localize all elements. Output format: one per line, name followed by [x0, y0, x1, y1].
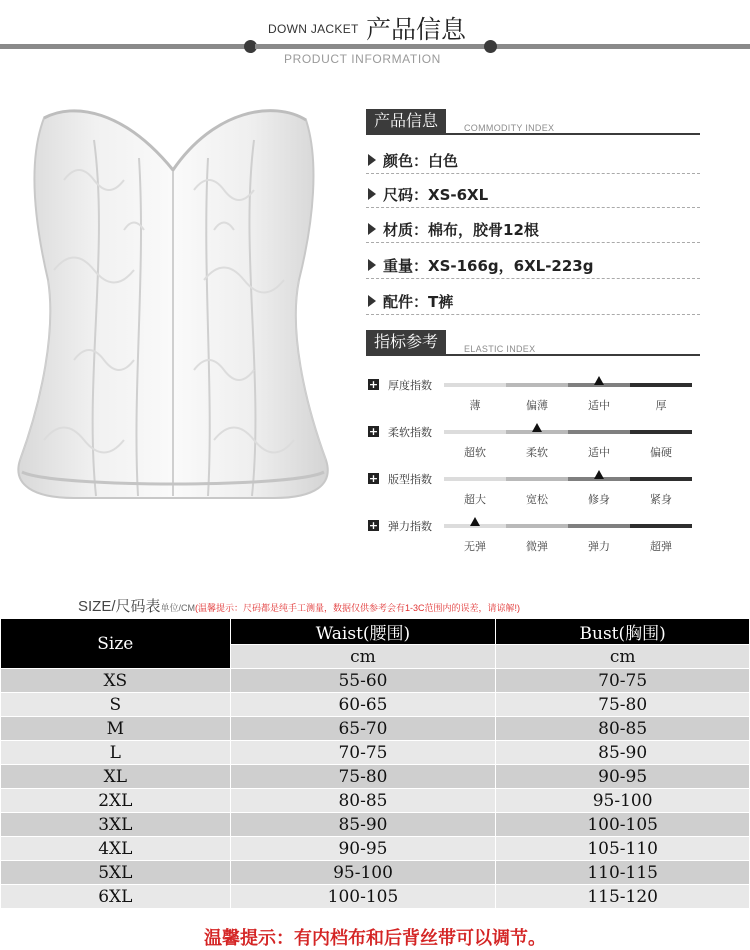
- scale-segment: [506, 477, 568, 481]
- bullet-icon: [368, 223, 376, 235]
- header-en-title: DOWN JACKET: [268, 22, 359, 36]
- size-chart-heading: [78, 595, 520, 616]
- size-chart-unit: 单位/CM: [160, 603, 196, 613]
- scale-label: 弹力: [588, 540, 610, 553]
- plus-icon: +: [368, 378, 379, 391]
- waist-cell: 60-65: [230, 693, 496, 717]
- bust-cell: 90-95: [496, 765, 750, 789]
- waist-cell: 70-75: [230, 741, 496, 765]
- waist-cell: 55-60: [230, 669, 496, 693]
- bust-cell: 75-80: [496, 693, 750, 717]
- waist-cell: 80-85: [230, 789, 496, 813]
- table-row: [1, 813, 750, 837]
- size-cell: 6XL: [1, 885, 231, 909]
- divider: [366, 314, 700, 315]
- size-chart-warning: (温馨提示：尺码都是纯手工测量，数据仅供参考会有1-3C范围内的误差，请谅解!): [195, 603, 521, 613]
- divider: [366, 242, 700, 243]
- info-row-text: 尺码：XS-6XL: [383, 186, 489, 204]
- indicator-marker-icon: [532, 423, 542, 432]
- indicator-tag-en: ELASTIC INDEX: [464, 344, 536, 354]
- scale-label: 超大: [464, 493, 486, 506]
- scale-segment: [630, 524, 692, 528]
- scale-label: 微弹: [526, 540, 548, 553]
- size-cell: XL: [1, 765, 231, 789]
- scale-label: 适中: [588, 446, 610, 459]
- info-row-text: 颜色：白色: [383, 152, 459, 170]
- bust-cell: 95-100: [496, 789, 750, 813]
- bullet-icon: [368, 188, 376, 200]
- scale-label: 紧身: [650, 493, 672, 506]
- indicator-label: 厚度指数: [388, 379, 432, 392]
- indicator-marker-icon: [470, 517, 480, 526]
- scale-label: 厚: [655, 399, 667, 412]
- scale-segment: [444, 430, 506, 434]
- table-row: [1, 693, 750, 717]
- size-cell: XS: [1, 669, 231, 693]
- scale-label: 适中: [588, 399, 610, 412]
- scale-label: 超弹: [650, 540, 672, 553]
- product-info-rule: [366, 133, 700, 135]
- scale-segment: [630, 430, 692, 434]
- size-cell: L: [1, 741, 231, 765]
- scale-segment: [506, 383, 568, 387]
- scale-segment: [568, 430, 630, 434]
- scale-label: 宽松: [526, 493, 548, 506]
- bust-unit: cm: [496, 645, 750, 669]
- size-cell: S: [1, 693, 231, 717]
- indicator-thickness: [368, 379, 698, 419]
- header-subtitle: PRODUCT INFORMATION: [284, 52, 441, 66]
- bust-header: Bust(胸围): [496, 619, 750, 645]
- info-row-color: [366, 146, 700, 176]
- bullet-icon: [368, 295, 376, 307]
- waist-unit: cm: [230, 645, 496, 669]
- bust-cell: 80-85: [496, 717, 750, 741]
- table-row: [1, 765, 750, 789]
- table-row: [1, 837, 750, 861]
- table-header-row: [1, 619, 750, 645]
- info-row-text: 重量：XS-166g，6XL-223g: [383, 257, 594, 275]
- waist-cell: 100-105: [230, 885, 496, 909]
- plus-icon: +: [368, 519, 379, 532]
- scale-segment: [630, 383, 692, 387]
- waist-cell: 90-95: [230, 837, 496, 861]
- table-row: [1, 669, 750, 693]
- product-info-tag-en: COMMODITY INDEX: [464, 123, 555, 133]
- size-cell: 4XL: [1, 837, 231, 861]
- header-rule-left: [0, 44, 250, 49]
- scale-label: 薄: [469, 399, 481, 412]
- indicator-fit: [368, 473, 698, 513]
- size-table: [0, 618, 750, 909]
- size-cell: M: [1, 717, 231, 741]
- info-row-weight: [366, 251, 700, 281]
- waist-cell: 75-80: [230, 765, 496, 789]
- scale-segment: [444, 477, 506, 481]
- size-cell: 2XL: [1, 789, 231, 813]
- scale-label: 偏硬: [650, 446, 672, 459]
- scale-label: 柔软: [526, 446, 548, 459]
- scale-label: 无弹: [464, 540, 486, 553]
- table-row: [1, 789, 750, 813]
- info-row-size: [366, 180, 700, 210]
- plus-icon: +: [368, 425, 379, 438]
- waist-cell: 85-90: [230, 813, 496, 837]
- plus-icon: +: [368, 472, 379, 485]
- scale-segment: [568, 524, 630, 528]
- bust-cell: 105-110: [496, 837, 750, 861]
- scale-label: 超软: [464, 446, 486, 459]
- scale-segment: [444, 383, 506, 387]
- bullet-icon: [368, 154, 376, 166]
- indicator-label: 版型指数: [388, 473, 432, 486]
- bust-cell: 100-105: [496, 813, 750, 837]
- indicator-softness: [368, 426, 698, 466]
- table-row: [1, 861, 750, 885]
- table-row: [1, 717, 750, 741]
- scale-segment: [506, 524, 568, 528]
- divider: [366, 207, 700, 208]
- indicator-tag: 指标参考: [366, 330, 446, 354]
- indicator-label: 柔软指数: [388, 426, 432, 439]
- indicator-label: 弹力指数: [388, 520, 432, 533]
- waist-cell: 65-70: [230, 717, 496, 741]
- indicator-marker-icon: [594, 470, 604, 479]
- size-cell: 5XL: [1, 861, 231, 885]
- indicator-elasticity: [368, 520, 698, 560]
- divider: [366, 278, 700, 279]
- waist-cell: 95-100: [230, 861, 496, 885]
- indicator-marker-icon: [594, 376, 604, 385]
- bust-cell: 110-115: [496, 861, 750, 885]
- product-image: [14, 100, 332, 520]
- table-row: [1, 885, 750, 909]
- size-chart-title: SIZE/尺码表: [78, 598, 161, 615]
- bust-cell: 70-75: [496, 669, 750, 693]
- divider: [366, 173, 700, 174]
- info-row-text: 配件：T裤: [383, 293, 454, 311]
- table-row: [1, 741, 750, 765]
- waist-header: Waist(腰围): [230, 619, 496, 645]
- product-info-tag: 产品信息: [366, 109, 446, 133]
- header-rule-dot-right: [484, 40, 497, 53]
- scale-segment: [630, 477, 692, 481]
- info-row-accessory: [366, 287, 700, 317]
- info-row-material: [366, 215, 700, 245]
- bust-cell: 115-120: [496, 885, 750, 909]
- info-row-text: 材质：棉布，胶骨12根: [383, 221, 539, 239]
- header-cn-title: 产品信息: [366, 15, 467, 44]
- footer-note: 温馨提示：有内档布和后背丝带可以调节。: [204, 928, 546, 949]
- header-rule-right: [255, 44, 750, 49]
- bullet-icon: [368, 259, 376, 271]
- indicator-rule: [366, 354, 700, 356]
- size-header: Size: [1, 619, 231, 669]
- scale-label: 修身: [588, 493, 610, 506]
- size-cell: 3XL: [1, 813, 231, 837]
- bust-cell: 85-90: [496, 741, 750, 765]
- scale-label: 偏薄: [526, 399, 548, 412]
